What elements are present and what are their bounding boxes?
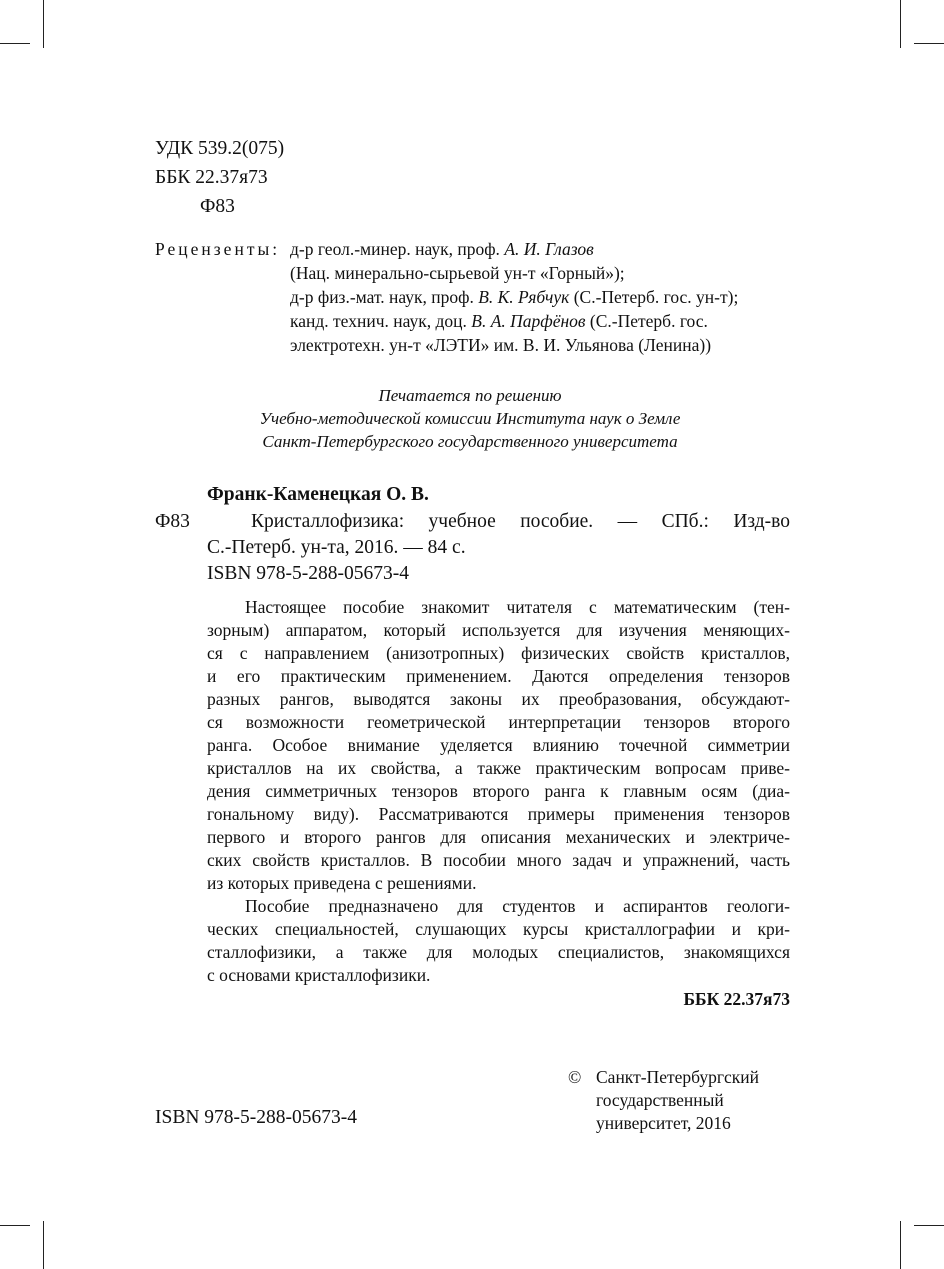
reviewer-line: электротехн. ун-т «ЛЭТИ» им. В. И. Ульянова (Ленина)): [290, 335, 712, 355]
crop-mark: [900, 0, 901, 48]
abstract-line: с основами кристаллофизики.: [207, 965, 431, 985]
reviewer-name: В. А. Парфёнов: [471, 311, 586, 331]
abstract-line: ся с направлением (анизотропных) физических свойств кристаллов,: [207, 643, 790, 663]
bbk-code: ББК 22.37я73: [155, 167, 268, 188]
abstract: [207, 596, 790, 987]
crop-mark: [0, 1225, 30, 1226]
crop-mark: [43, 0, 44, 48]
reviewer-line: канд. технич. наук, доц. В. А. Парфёнов (С.-Петерб. гос.: [290, 311, 708, 331]
bbk-code-bold: ББК 22.37я73: [683, 989, 790, 1009]
reviewers-label: Рецензенты:: [155, 239, 281, 259]
copyright-symbol: ©: [568, 1067, 582, 1087]
crop-mark: [43, 1221, 44, 1269]
abstract-line: ских свойств кристаллов. В пособии много задач и упражнений, часть: [207, 850, 790, 870]
author-name: Франк-Каменецкая О. В.: [207, 484, 429, 505]
abstract-line: разных рангов, выводятся законы их преобразования, обсуждают-: [207, 689, 790, 709]
copyright-holder: Санкт-Петербургский государственный университет, 2016: [596, 1067, 760, 1133]
abstract-line: кристаллов на их свойства, а также практическим вопросам приве-: [207, 758, 790, 778]
reviewer-name: В. К. Рябчук: [478, 287, 570, 307]
reviewer-line: д-р геол.-минер. наук, проф. А. И. Глазов: [290, 239, 594, 259]
abstract-line: первого и второго рангов для описания механических и электриче-: [207, 827, 790, 847]
reviewers-list: [290, 237, 738, 357]
bibliographic-title-line: Кристаллофизика: учебное пособие. — СПб.: Изд-во: [251, 511, 790, 532]
imprint-line: Печатается по решению: [378, 386, 562, 405]
bibliographic-publisher-line: С.-Петерб. ун-та, 2016. — 84 с.: [207, 537, 466, 558]
crop-mark: [900, 1221, 901, 1269]
abstract-line: и его практическим применением. Даются определения тензоров: [207, 666, 790, 686]
crop-mark: [914, 1225, 944, 1226]
imprint-statement: [155, 384, 785, 453]
abstract-line: ранга. Особое внимание уделяется влиянию точечной симметрии: [207, 735, 790, 755]
imprint-line: Учебно-методической комиссии Института наук о Земле: [259, 409, 681, 428]
crop-mark: [914, 43, 944, 44]
reviewer-line: д-р физ.-мат. наук, проф. В. К. Рябчук (С.-Петерб. гос. ун-т);: [290, 287, 739, 307]
udk-code: УДК 539.2(075): [155, 138, 285, 159]
abstract-line: дения симметричных тензоров второго ранга к главным осям (диа-: [207, 781, 790, 801]
bibliographic-isbn: ISBN 978-5-288-05673-4: [207, 563, 410, 584]
bibliographic-description: [207, 509, 790, 587]
author-mark: Ф83: [200, 196, 235, 217]
crop-mark: [0, 43, 30, 44]
abstract-line: Настоящее пособие знакомит читателя с математическим (тен-: [245, 597, 790, 617]
abstract-line: из которых приведена с решениями.: [207, 873, 477, 893]
abstract-line: гональному виду). Рассматриваются примеры применения тензоров: [207, 804, 790, 824]
abstract-line: зорным) аппаратом, который используется для изучения меняющих-: [207, 620, 790, 640]
abstract-line: Пособие предназначено для студентов и аспирантов геологи-: [245, 896, 790, 916]
isbn-bottom: ISBN 978-5-288-05673-4: [155, 1107, 358, 1128]
abstract-line: ся возможности геометрической интерпретации тензоров второго: [207, 712, 790, 732]
reviewer-name: А. И. Глазов: [504, 239, 594, 259]
reviewer-line: (Нац. минерально-сырьевой ун-т «Горный»);: [290, 263, 625, 283]
classification-codes: [155, 134, 284, 221]
abstract-line: ческих специальностей, слушающих курсы кристаллографии и кри-: [207, 919, 790, 939]
abstract-line: сталлофизики, а также для молодых специалистов, знакомящихся: [207, 942, 790, 962]
bibliographic-author-mark: Ф83: [155, 511, 190, 532]
imprint-line: Санкт-Петербургского государственного университета: [262, 432, 678, 451]
